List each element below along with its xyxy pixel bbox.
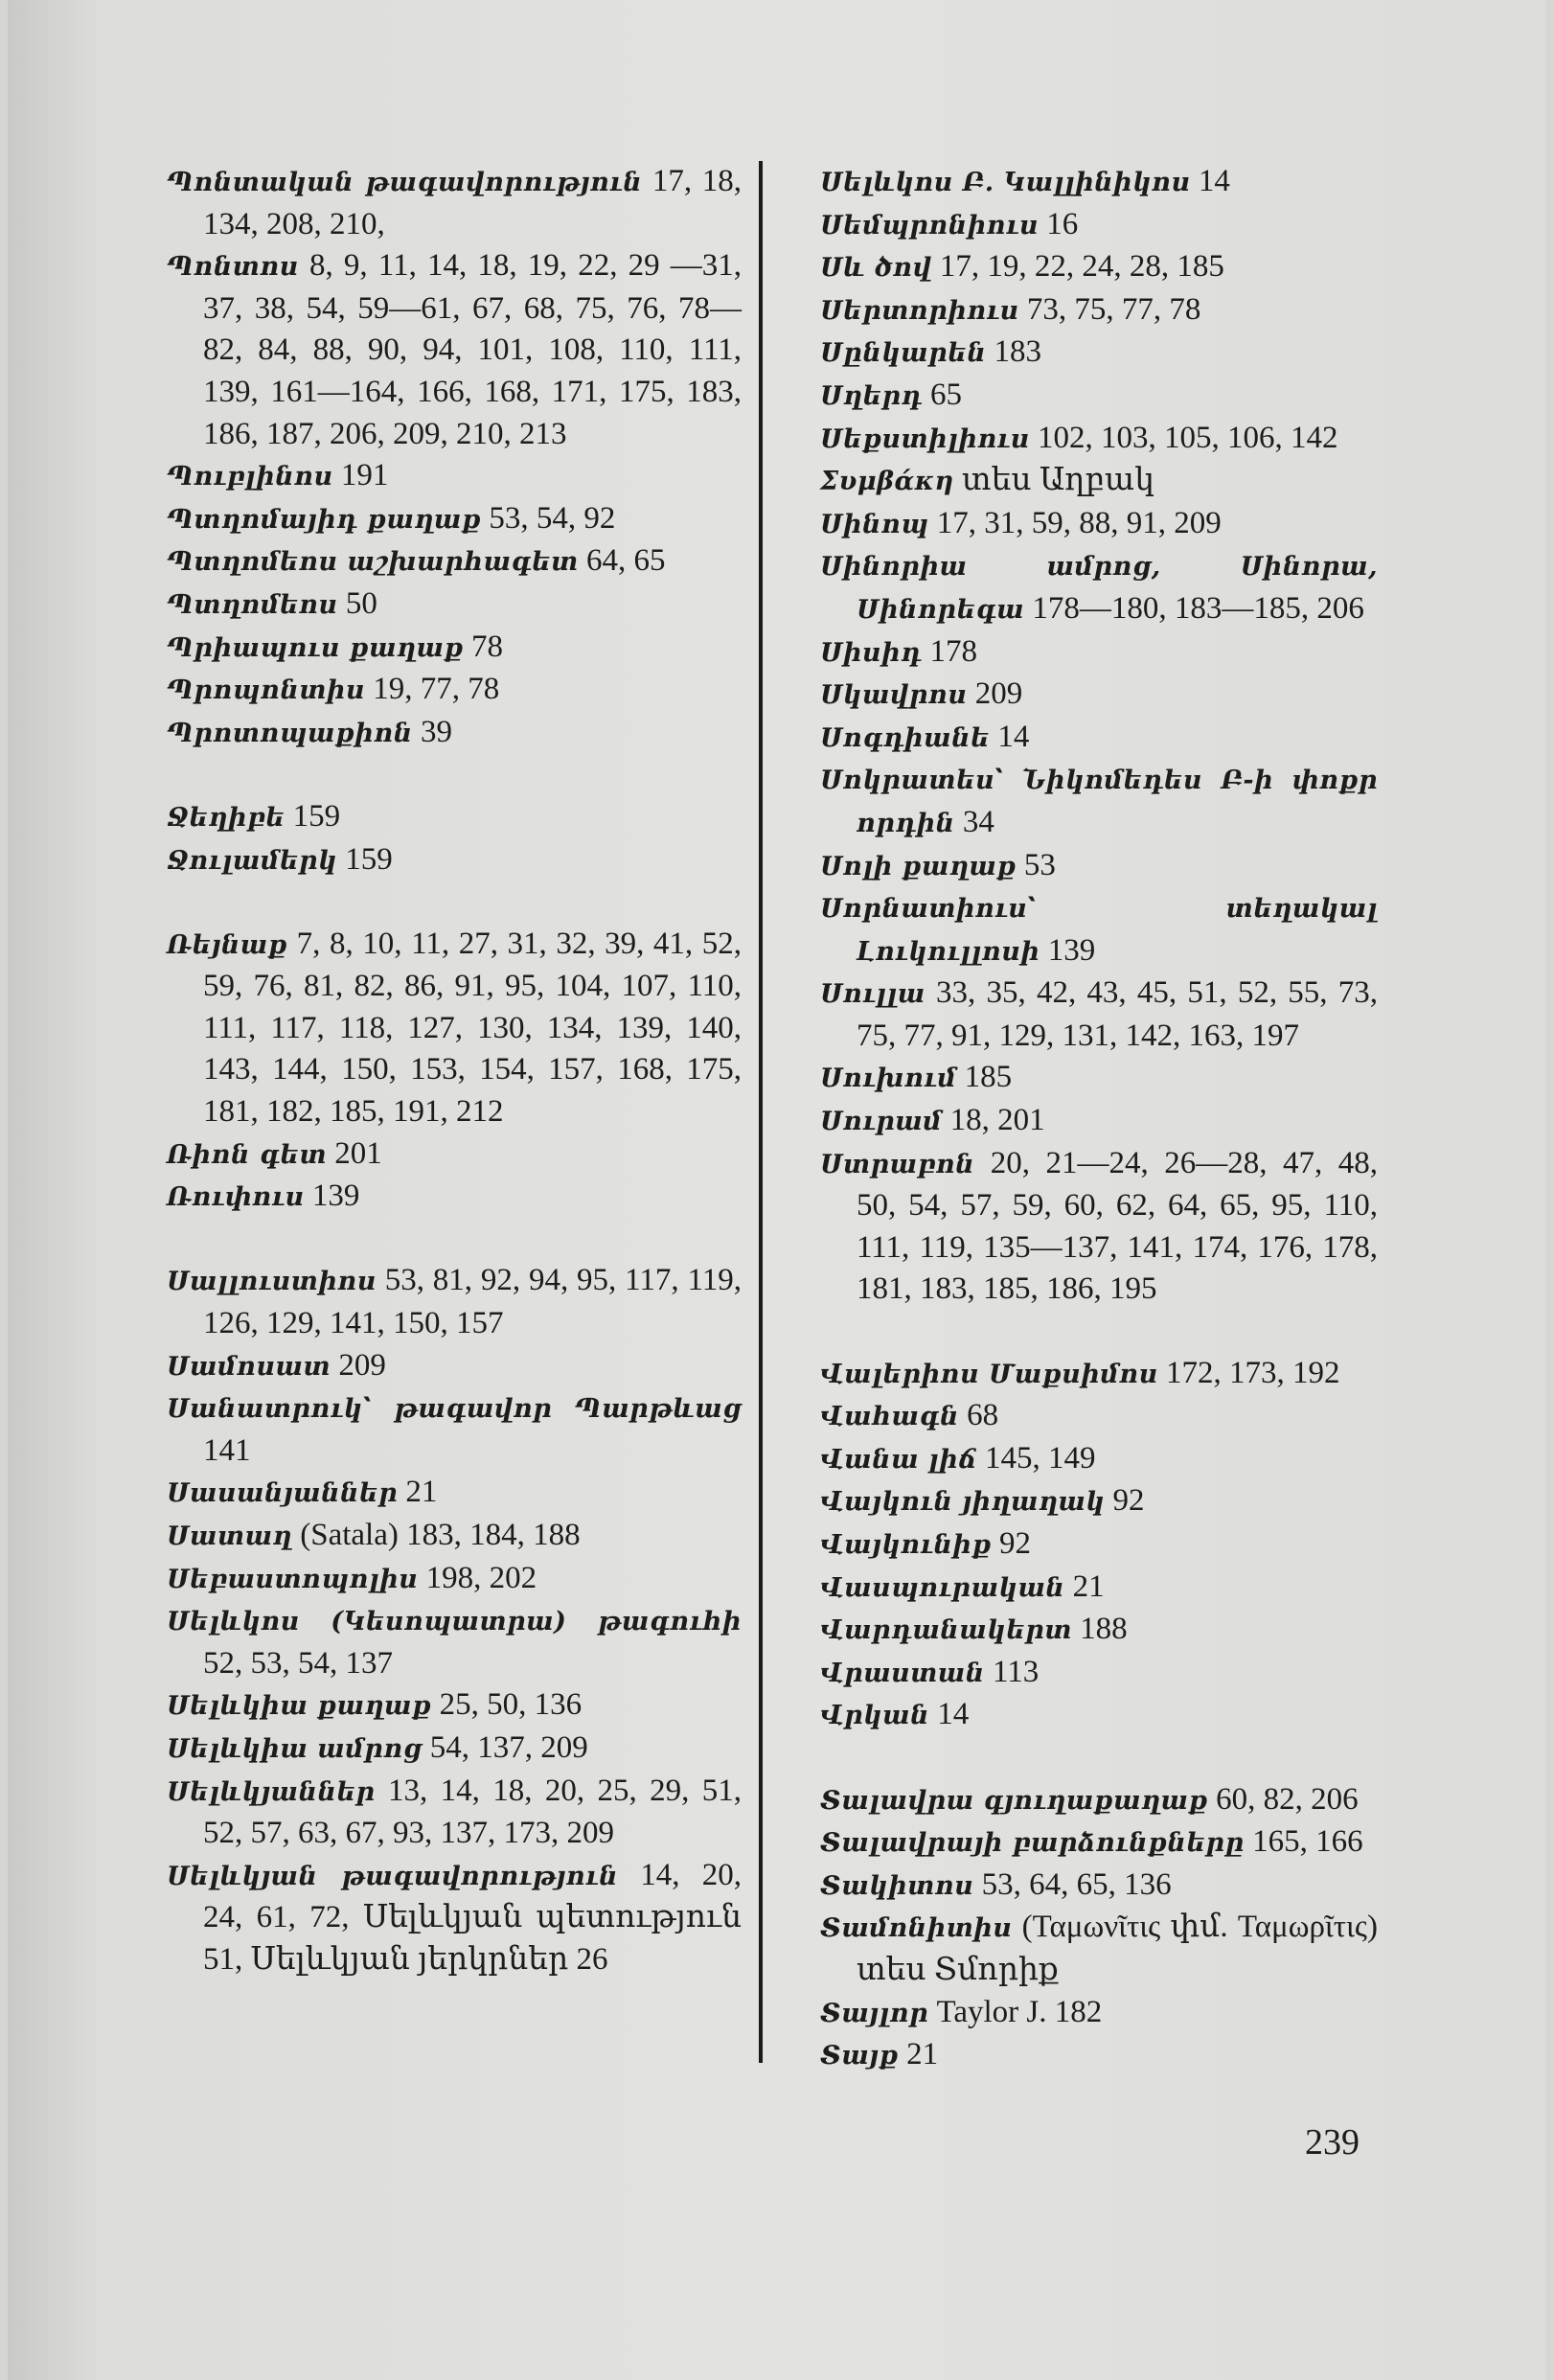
index-entry <box>820 1057 1378 1100</box>
page-references: 209 <box>974 676 1023 712</box>
index-headword: Սամոսատ <box>167 1351 331 1382</box>
index-entry <box>167 1558 742 1601</box>
page-references: 14 <box>997 719 1030 754</box>
index-entry <box>820 418 1378 461</box>
entry-gap <box>820 1311 1378 1353</box>
index-entry <box>167 1176 742 1219</box>
page-references: 14 <box>1198 164 1230 198</box>
index-entry <box>820 759 1378 844</box>
index-headword: Սանատրուկ՝ թագավոր Պարթևաց <box>167 1394 742 1425</box>
page-references: 185 <box>964 1060 1013 1095</box>
index-entry <box>167 1472 742 1515</box>
page-references: 60, 82, 206 <box>1216 1781 1359 1817</box>
index-headword: Վրաստան <box>820 1658 985 1688</box>
page-references: 113 <box>992 1654 1040 1689</box>
index-entry <box>820 460 1378 503</box>
index-headword: Սկավրոս <box>820 680 968 711</box>
index-headword: Վրկան <box>820 1701 930 1731</box>
page-references: 139 <box>311 1179 360 1214</box>
page-references: 17, 19, 22, 24, 28, 185 <box>939 249 1224 285</box>
index-entry <box>167 627 742 670</box>
page-references: 53 <box>1023 847 1056 882</box>
index-entry <box>820 332 1378 375</box>
index-headword: Պտղոմայիդ քաղաք <box>167 504 482 535</box>
index-headword: Վալերիոս Մաքսիմոս <box>820 1359 1158 1389</box>
page-references: 17, 31, 59, 88, 91, 209 <box>936 505 1222 540</box>
index-entry <box>167 1387 742 1472</box>
page-references: 39 <box>420 714 452 749</box>
page-number: 239 <box>1305 2122 1360 2163</box>
page-references: 19, 77, 78 <box>373 672 500 707</box>
index-entry <box>167 1515 742 1558</box>
index-entry <box>167 540 742 584</box>
index-headword: Ռուփուս <box>167 1182 305 1213</box>
index-headword: Ջուլամերկ <box>167 845 337 876</box>
index-headword: Συμβάκη <box>820 467 954 497</box>
entry-gap <box>167 881 742 924</box>
index-entry <box>820 545 1378 630</box>
page-references: 16 <box>1046 206 1079 241</box>
page-references: 14, 20, 24, 61, 72, Սելևկյան պետություն 51, Սելևկյան յերկրներ 26 <box>203 1857 742 1977</box>
index-headword: Սեմպրոնիուս <box>820 210 1040 240</box>
index-headword: Վայկուն յիղաղակ <box>820 1487 1106 1518</box>
page-references: 34 <box>962 804 994 839</box>
index-entry <box>820 674 1378 717</box>
entry-gap <box>820 1737 1378 1779</box>
book-page <box>8 0 1546 2380</box>
index-headword: Պոնտոս <box>167 252 299 283</box>
index-entry <box>167 584 742 627</box>
index-headword: Տալավրա գյուղաքաղաք <box>820 1785 1208 1816</box>
index-entry <box>820 1821 1378 1865</box>
page-references: (Satala) 183, 184, 188 <box>300 1518 581 1552</box>
index-entry <box>820 1438 1378 1481</box>
page-references: 191 <box>340 458 389 493</box>
index-entry <box>820 1609 1378 1652</box>
index-headword: Սղերդ <box>820 380 923 411</box>
entry-gap <box>167 1219 742 1261</box>
index-entry <box>820 1523 1378 1567</box>
page-references: 21 <box>405 1475 438 1510</box>
index-headword: Սընկարեն <box>820 338 987 369</box>
page-references: 7, 8, 10, 11, 27, 31, 32, 39, 41, 52, 59, 76, 81, 82, 86, 91, 95, 104, 107, 110, 111, 117, 118, 127, 130, 134, 139, 140, 143, 144, 150, 153, 154, 157, 168, 175, 181, 182, 185, 191, 212 <box>203 926 742 1130</box>
index-headword: Պոնտական թագավորություն <box>167 168 643 197</box>
index-entry <box>820 1480 1378 1523</box>
index-headword: Սելևկյաններ <box>167 1776 376 1807</box>
page-references: (Ταμωνῖτις փմ. Ταμωρῖτις) տես Տմորիք <box>857 1910 1378 1987</box>
page-references: 145, 149 <box>984 1440 1096 1476</box>
page-references: 188 <box>1080 1612 1128 1647</box>
index-entry <box>820 1395 1378 1438</box>
page-references: 17, 18, 134, 208, 210, <box>203 164 742 241</box>
index-headword: Սինորիա ամրոց, Սինորա, Սինորեգա <box>820 552 1378 625</box>
page-references: 18, 201 <box>949 1103 1045 1138</box>
index-column-right <box>820 161 1378 2077</box>
index-headword: Սոկրատես՝ Նիկոմեդես Բ-ի փոքր որդին <box>820 766 1378 838</box>
index-entry <box>167 1133 742 1177</box>
index-entry <box>820 717 1378 760</box>
index-entry <box>820 887 1378 973</box>
index-entry <box>820 161 1378 204</box>
index-headword: Վանա լիճ <box>820 1444 977 1475</box>
index-entry <box>820 1694 1378 1737</box>
page-references: 54, 137, 209 <box>429 1729 588 1765</box>
page-references: 198, 202 <box>425 1560 537 1595</box>
index-entry <box>167 712 742 755</box>
index-headword: Պրոպոնտիս <box>167 675 365 706</box>
page-references: 21 <box>906 2037 939 2072</box>
page-references: 64, 65 <box>586 543 666 579</box>
page-references: 165, 166 <box>1252 1824 1363 1860</box>
index-headword: Սև ծով <box>820 253 932 284</box>
page-references: 183 <box>994 334 1042 370</box>
index-entry <box>820 631 1378 675</box>
index-headword: Վահագն <box>820 1402 959 1432</box>
index-headword: Սորնատիուս՝ տեղակալ Լուկուլլոսի <box>820 894 1378 967</box>
index-entry <box>820 1652 1378 1695</box>
index-headword: Սեբաստոպոլիս <box>167 1564 419 1594</box>
page-references: 21 <box>1072 1568 1105 1604</box>
index-entry <box>820 375 1378 418</box>
index-entry <box>820 1353 1378 1396</box>
page-references: 52, 53, 54, 137 <box>203 1645 393 1681</box>
index-headword: Ռեյնաք <box>167 929 288 960</box>
index-entry <box>820 1907 1378 1991</box>
index-entry <box>820 1100 1378 1143</box>
page-references: 209 <box>338 1347 386 1383</box>
index-headword: Սատաղ <box>167 1522 292 1551</box>
index-entry <box>820 503 1378 546</box>
index-entry <box>820 246 1378 289</box>
index-entry <box>167 839 742 882</box>
index-headword: Պուբլինոս <box>167 462 333 492</box>
page-references: 159 <box>292 798 341 834</box>
page-references: 178 <box>929 633 978 669</box>
index-headword: Սուրամ <box>820 1107 943 1137</box>
index-entry <box>167 1684 742 1728</box>
page-references: 13, 14, 18, 20, 25, 29, 51, 52, 57, 63, 67, 93, 137, 173, 209 <box>203 1773 743 1851</box>
index-headword: Սելևկյան թագավորություն <box>167 1861 618 1891</box>
index-entry <box>167 669 742 712</box>
index-entry <box>167 1345 742 1388</box>
page-references: 102, 103, 105, 106, 142 <box>1038 420 1338 455</box>
column-divider <box>759 161 763 2063</box>
index-headword: Սոգդիանե <box>820 722 991 753</box>
page-references: 78 <box>471 629 504 664</box>
page-references: տես Աղբակ <box>961 463 1154 498</box>
index-headword: Ռիոն գետ <box>167 1139 328 1170</box>
index-entry <box>820 1992 1378 2035</box>
index-headword: Սասանյաններ <box>167 1478 399 1509</box>
index-headword: Սինոպ <box>820 509 929 539</box>
index-headword: Տալավրայի բարձունքները <box>820 1828 1245 1859</box>
index-entry <box>820 204 1378 247</box>
page-references: 92 <box>999 1526 1032 1561</box>
index-headword: Պտղոմեոս աշխարհագետ <box>167 547 579 578</box>
index-headword: Սելևկոս Բ. Կալլինիկոս <box>820 168 1191 197</box>
index-entry <box>167 1855 742 1981</box>
index-entry <box>167 455 742 498</box>
index-entry <box>820 1567 1378 1610</box>
index-headword: Սալլուստիոս <box>167 1267 377 1297</box>
index-headword: Ջեղիբե <box>167 802 286 833</box>
index-headword: Ստրաբոն <box>820 1149 975 1179</box>
index-entry <box>820 845 1378 888</box>
index-headword: Վասպուրական <box>820 1572 1065 1603</box>
page-references: 53, 81, 92, 94, 95, 117, 119, 126, 129, 141, 150, 157 <box>203 1263 742 1341</box>
index-column-left <box>167 161 742 1981</box>
index-entry <box>820 973 1378 1057</box>
index-headword: Տակիտոս <box>820 1870 974 1901</box>
index-entry <box>167 498 742 541</box>
page-references: 53, 64, 65, 136 <box>981 1866 1172 1902</box>
index-entry <box>820 1779 1378 1822</box>
index-headword: Պտղոմեոս <box>167 589 338 620</box>
index-headword: Սուլլա <box>820 979 926 1010</box>
index-headword: Սիսիդ <box>820 637 923 668</box>
index-entry <box>167 1260 742 1344</box>
page-references: 68 <box>967 1398 999 1433</box>
index-entry <box>167 796 742 839</box>
page-references: 159 <box>345 841 393 877</box>
index-entry <box>167 1600 742 1684</box>
index-headword: Սելևկոս (Կեսոպատրա) թագուհի <box>167 1607 742 1637</box>
page-references: 20, 21—24, 26—28, 47, 48, 50, 54, 57, 59, 60, 62, 64, 65, 95, 110, 111, 119, 135—137, 141, 174, 176, 178, 181, 183, 185, 186, 195 <box>857 1145 1379 1307</box>
page-references: 53, 54, 92 <box>489 500 616 536</box>
page-references: 139 <box>1047 932 1096 968</box>
page-references: 73, 75, 77, 78 <box>1026 291 1201 327</box>
index-headword: Սելևկիա քաղաք <box>167 1691 432 1722</box>
index-entry <box>820 289 1378 332</box>
page-references: 201 <box>334 1135 382 1171</box>
page-references: 92 <box>1112 1483 1145 1519</box>
page-references: 141 <box>203 1432 251 1468</box>
page-references: 178—180, 183—185, 206 <box>1032 590 1364 626</box>
index-headword: Պրիապուս քաղաք <box>167 632 464 663</box>
index-headword: Սուխում <box>820 1064 957 1094</box>
index-entry <box>167 245 742 455</box>
index-headword: Սերտորիուս <box>820 295 1019 326</box>
index-headword: Տամոնիտիս <box>820 1913 1013 1944</box>
page-references: Taylor J. 182 <box>936 1994 1103 2029</box>
index-headword: Սոլի քաղաք <box>820 851 1017 881</box>
index-headword: Վարդանակերտ <box>820 1615 1072 1646</box>
index-entry <box>167 1728 742 1771</box>
index-entry <box>820 1143 1378 1311</box>
index-headword: Տայլոր <box>820 1998 929 2028</box>
index-entry <box>167 1771 742 1855</box>
page-references: 172, 173, 192 <box>1166 1355 1340 1390</box>
entry-gap <box>167 754 742 796</box>
page-references: 14 <box>937 1697 970 1732</box>
index-entry <box>167 924 742 1133</box>
page-references: 25, 50, 136 <box>439 1687 583 1723</box>
index-entry <box>820 1865 1378 1908</box>
index-headword: Վայկունիք <box>820 1530 992 1560</box>
index-headword: Տայք <box>820 2041 899 2071</box>
page-references: 8, 9, 11, 14, 18, 19, 22, 29 —31, 37, 38, 54, 59—61, 67, 68, 75, 76, 78—82, 84, 88, 90, 94, 101, 108, 110, 111, 139, 161—164, 166, 168, 171, 175, 183, 186, 187, 206, 209, 210, 213 <box>203 248 742 451</box>
index-entry <box>820 2034 1378 2077</box>
index-headword: Պրոտոպաքիոն <box>167 718 413 748</box>
page-references: 33, 35, 42, 43, 45, 51, 52, 55, 73, 75, 77, 91, 129, 131, 142, 163, 197 <box>857 975 1379 1053</box>
page-references: 65 <box>930 377 963 412</box>
index-headword: Սելևկիա ամրոց <box>167 1733 423 1764</box>
index-headword: Սեքստիլիուս <box>820 423 1030 454</box>
page-references: 50 <box>345 585 377 621</box>
index-entry <box>167 161 742 245</box>
